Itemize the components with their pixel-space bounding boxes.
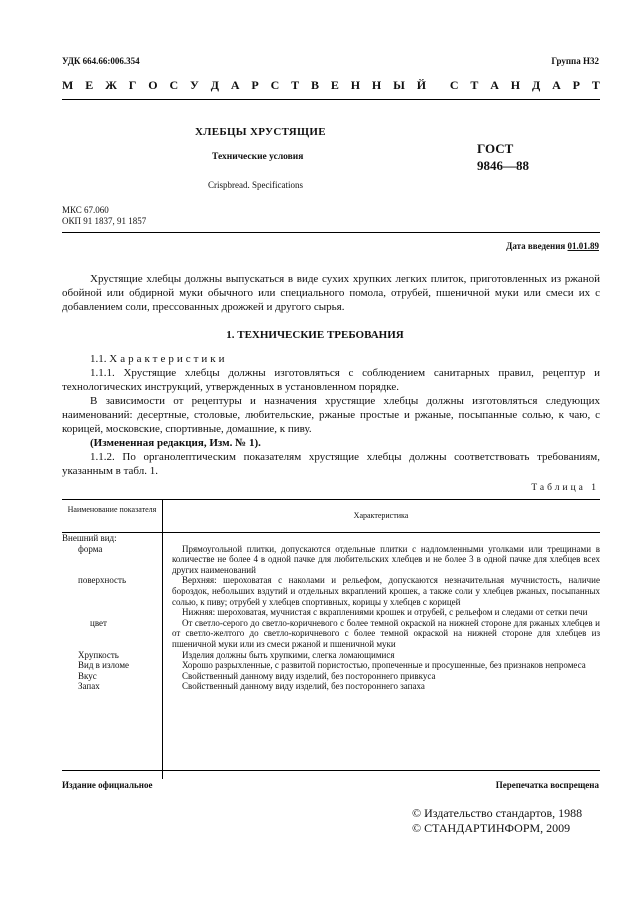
banner-letter: Р bbox=[572, 78, 580, 92]
table-row bbox=[62, 544, 600, 576]
row-name: Запах bbox=[78, 681, 100, 692]
banner-letter: А bbox=[552, 78, 561, 92]
classification-codes bbox=[62, 205, 146, 227]
copyright-line-2: © СТАНДАРТИНФОРМ, 2009 bbox=[412, 821, 571, 835]
table-label: Таблица 1 bbox=[531, 483, 599, 493]
row-name: Вид в изломе bbox=[78, 660, 130, 671]
gost-number: 9846—88 bbox=[477, 158, 529, 173]
row-text: Прямоугольной плитки, допускаются отдельные плитки с надломленными уголками или трещинами в количестве не более 4 в одной пачке для любительских хлебцев и не более 3 в одной пачке для хлебцев всех других наименований bbox=[172, 543, 600, 575]
codes-divider bbox=[62, 232, 600, 233]
banner-letter: С bbox=[270, 78, 280, 92]
header-characteristic: Характеристика bbox=[353, 511, 409, 520]
table-row bbox=[62, 575, 600, 607]
mks-code: МКС 67.060 bbox=[62, 205, 109, 215]
gost-label: ГОСТ bbox=[477, 141, 514, 156]
paragraph-1-1-1: 1.1.1. Хрустящие хлебцы должны изготовляться с соблюдением санитарных правил, рецептур и технологических инструкций, утвержденных в установленном порядке. bbox=[62, 367, 600, 393]
udk-code: УДК 664.66:006.354 bbox=[62, 56, 140, 66]
table-row bbox=[62, 650, 600, 661]
banner-letter: В bbox=[310, 78, 319, 92]
subsection-number: 1.1. bbox=[90, 353, 107, 365]
banner-letter: О bbox=[148, 78, 158, 92]
okp-code: ОКП 91 1837, 91 1857 bbox=[62, 216, 147, 226]
introduction-date bbox=[506, 241, 599, 251]
footer-divider bbox=[62, 770, 600, 771]
english-title: Crispbread. Specifications bbox=[208, 180, 303, 190]
row-text: Нижняя: шероховатая, мучнистая с вкраплениями крошек и отрубей, с рельефом и следами от сетки печи bbox=[182, 607, 588, 618]
table-row bbox=[62, 607, 600, 618]
date-value: 01.01.89 bbox=[567, 241, 599, 251]
column-divider-line bbox=[162, 533, 163, 779]
banner-letter: Ж bbox=[105, 78, 117, 92]
banner-letter: У bbox=[190, 78, 199, 92]
row-text: Изделия должны быть хрупкими, слегка ломающимися bbox=[182, 649, 395, 660]
document-subtitle: Технические условия bbox=[212, 152, 304, 162]
row-name: цвет bbox=[90, 617, 107, 628]
banner-letter: Т bbox=[470, 78, 479, 92]
header-indicator: Наименование показателя bbox=[67, 505, 157, 514]
copyright-line-1: © Издательство стандартов, 1988 bbox=[412, 806, 583, 820]
section-title: 1. ТЕХНИЧЕСКИЕ ТРЕБОВАНИЯ bbox=[226, 329, 404, 341]
banner-letter: М bbox=[62, 78, 74, 92]
banner-letter: Е bbox=[330, 78, 339, 92]
row-name bbox=[62, 607, 162, 618]
row-name: форма bbox=[78, 543, 103, 554]
paragraph-1-1-2: 1.1.2. По органолептическим показателям хрустящие хлебцы должны соответствовать требованиям, указанным в табл. 1. bbox=[62, 451, 600, 477]
standard-banner bbox=[62, 78, 600, 93]
amendment-note: (Измененная редакция, Изм. № 1). bbox=[90, 437, 261, 449]
reprint-note: Перепечатка воспрещена bbox=[495, 780, 599, 790]
subsection-title: Характеристики bbox=[109, 353, 228, 365]
row-text bbox=[162, 533, 600, 544]
banner-letter: Н bbox=[350, 78, 361, 92]
banner-letter: Е bbox=[85, 78, 94, 92]
edition-note: Издание официальное bbox=[62, 780, 153, 790]
row-name: Внешний вид: bbox=[62, 533, 117, 543]
document-title: ХЛЕБЦЫ ХРУСТЯЩИЕ bbox=[195, 126, 326, 138]
group-code: Группа Н32 bbox=[551, 56, 599, 66]
row-name: поверхность bbox=[78, 575, 127, 586]
table-row bbox=[62, 681, 600, 692]
banner-letter: Н bbox=[371, 78, 382, 92]
row-text: От светло-серого до светло-коричневого с более темной окраской на нижней стороне для ржаных хлебцев и от светло-желтого до светло-коричневого с более темной окраской на нижней стороне для хлебцев из пшеничной муки или из смеси ржаной и пшеничной муки bbox=[172, 617, 600, 649]
table-row bbox=[62, 533, 600, 544]
paragraph-names: В зависимости от рецептуры и назначения хрустящие хлебцы должны изготовляться следующих наименований: десертные, столовые, любительские, ржаные простые и ржаные, посыпанные солью, к чаю, с корицей, московские, спортивные, домашние, к пиву. bbox=[62, 395, 600, 435]
table-row bbox=[62, 660, 600, 671]
row-text: Хорошо разрыхленные, с развитой пористостью, пропеченные и просушенные, без признаков непромеса bbox=[182, 660, 586, 671]
date-label: Дата введения bbox=[506, 241, 566, 251]
row-text: Свойственный данному виду изделий, без постороннего запаха bbox=[182, 681, 425, 692]
row-text: Верхняя: шероховатая с наколами и рельефом, допускаются незначительная мучнистость, наличие бороздок, небольших вздутий и отдельных вкраплений крошек, а также соли у хлебцев ржаных, посыпанных солью, к пиву; отрубей у хлебцев спортивных, корицы у хлебцев с корицей bbox=[172, 575, 600, 607]
banner-letter: Г bbox=[128, 78, 137, 92]
row-text: Свойственный данному виду изделий, без постороннего привкуса bbox=[182, 670, 436, 681]
header-divider bbox=[62, 99, 600, 100]
table-header bbox=[62, 499, 600, 533]
section-body bbox=[62, 352, 600, 478]
banner-letter: С bbox=[169, 78, 179, 92]
banner-letter: А bbox=[490, 78, 499, 92]
banner-letter: Р bbox=[251, 78, 259, 92]
table-row bbox=[62, 671, 600, 682]
banner-letter: Д bbox=[210, 78, 219, 92]
subsection-heading bbox=[62, 352, 600, 366]
banner-letter: Н bbox=[510, 78, 521, 92]
table-1 bbox=[62, 499, 600, 692]
banner-letter: Т bbox=[591, 78, 600, 92]
table-row bbox=[62, 618, 600, 650]
banner-letter: А bbox=[230, 78, 240, 92]
banner-letter: Ы bbox=[393, 78, 405, 92]
banner-letter: Д bbox=[531, 78, 541, 92]
banner-letter: Т bbox=[291, 78, 300, 92]
copyright-block bbox=[412, 806, 582, 836]
table-body bbox=[62, 533, 600, 692]
banner-letter: С bbox=[449, 78, 459, 92]
banner-letter: Й bbox=[416, 78, 427, 92]
row-name: Хрупкость bbox=[78, 649, 119, 660]
intro-paragraph: Хрустящие хлебцы должны выпускаться в виде сухих хрупких легких плиток, приготовленных из ржаной обойной или обдирной муки обычного или специального помола, отрубей, пшеничной муки или смеси их с добавлением соли, прессованных дрожжей и другого сырья. bbox=[62, 273, 600, 313]
row-name: Вкус bbox=[78, 670, 97, 681]
